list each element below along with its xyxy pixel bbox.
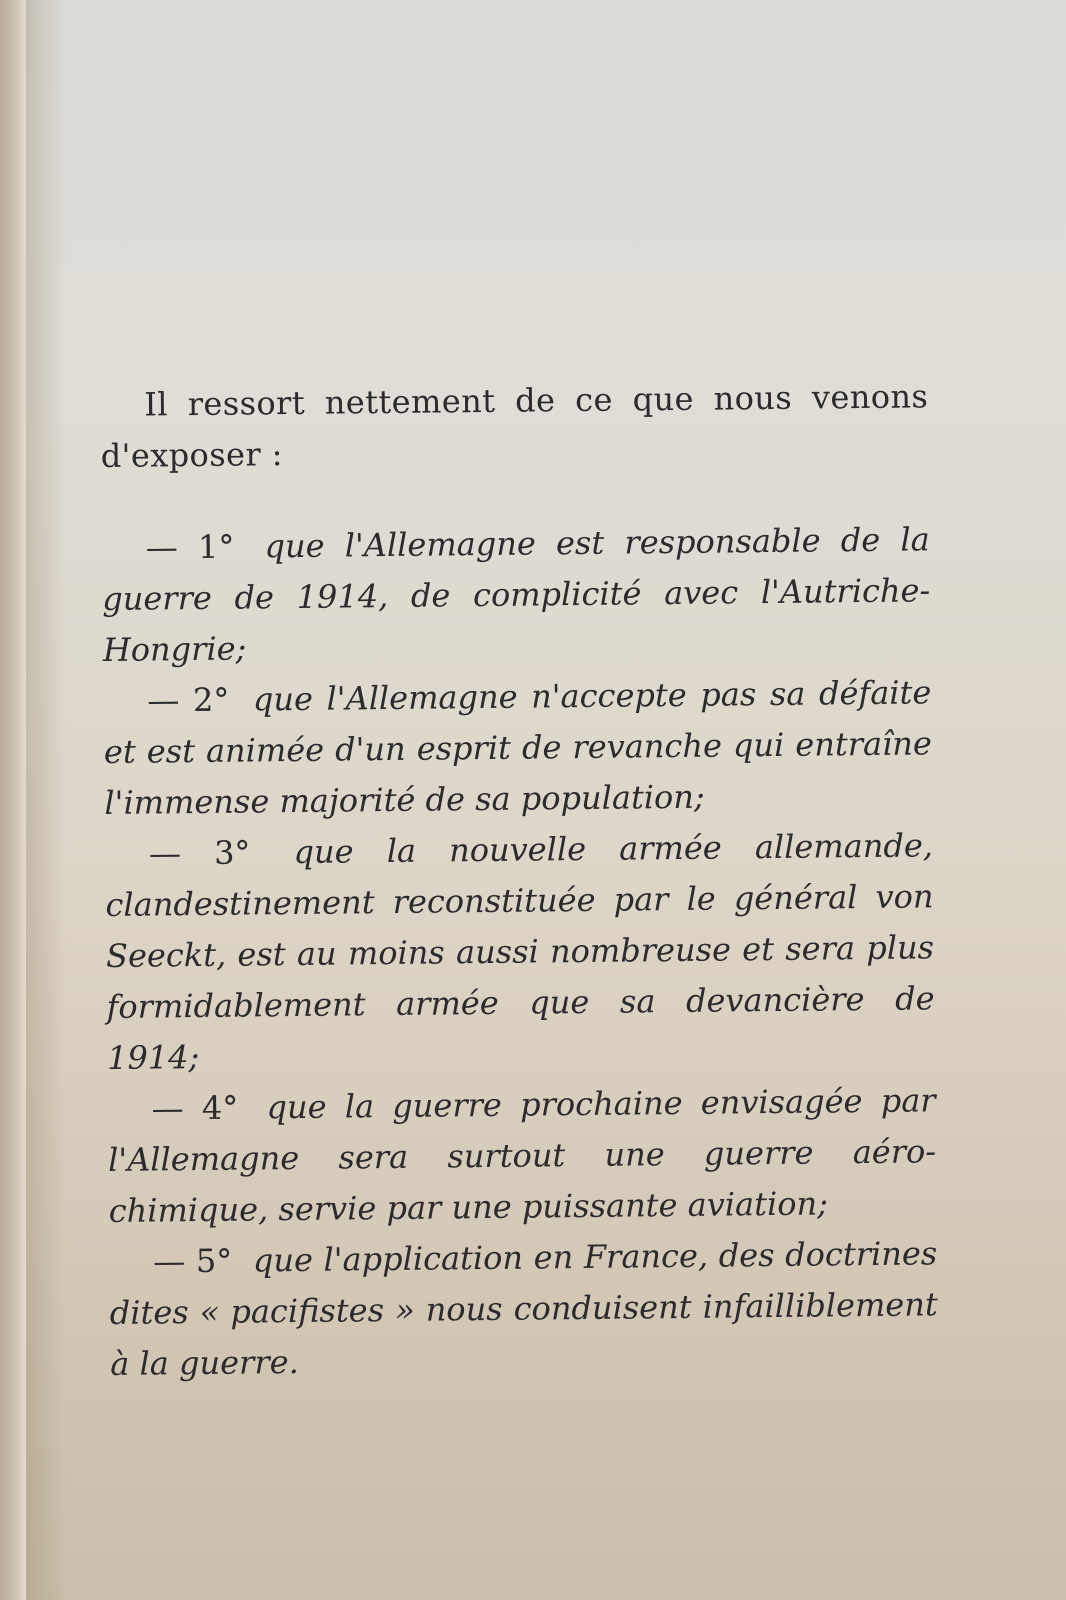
list-dash: — — [147, 681, 180, 720]
page-text — [100, 371, 939, 1390]
list-item-4 — [107, 1075, 937, 1237]
list-item-2 — [103, 667, 933, 829]
list-number: 5° — [195, 1241, 233, 1281]
previous-page-edge — [0, 0, 26, 1600]
intro-paragraph: Il ressort nettement de ce que nous venons d'exposer : — [100, 377, 929, 475]
list-item-3 — [105, 820, 936, 1084]
list-item-text: que la nouvelle armée allemande, clandestinement reconstituée par le général von Seeckt, est au moins aussi nombreuse et sera plus formidablement armée que sa devancière de 1914; — [105, 826, 935, 1077]
list-item-text: que l'Allemagne est responsable de la guerre de 1914, de complicité avec l'Autriche-Hongrie; — [102, 520, 931, 669]
list-dash: — — [148, 834, 182, 873]
list-item-5 — [109, 1228, 939, 1390]
list-number: 1° — [197, 527, 235, 566]
list-number: 4° — [201, 1088, 239, 1127]
list-item-text: que l'Allemagne n'accepte pas sa défaite et est animée d'un esprit de revanche qui entraîne l'immense majorité de sa population; — [103, 673, 933, 822]
list-item-text: que la guerre prochaine envisagée par l'Allemagne sera surtout une guerre aéro-chimique, servie par une puissante aviation; — [107, 1081, 937, 1230]
list-number: 3° — [213, 833, 251, 872]
list-item-1 — [101, 514, 931, 676]
list-number: 2° — [192, 680, 230, 720]
list-dash: — — [153, 1242, 186, 1281]
list-item-text: que l'application en France, des doctrines dites « pacifistes » nous conduisent infailliblement à la guerre. — [109, 1234, 938, 1383]
list-dash: — — [145, 528, 178, 567]
gutter-shadow — [26, 0, 66, 1600]
list-dash: — — [151, 1089, 184, 1128]
